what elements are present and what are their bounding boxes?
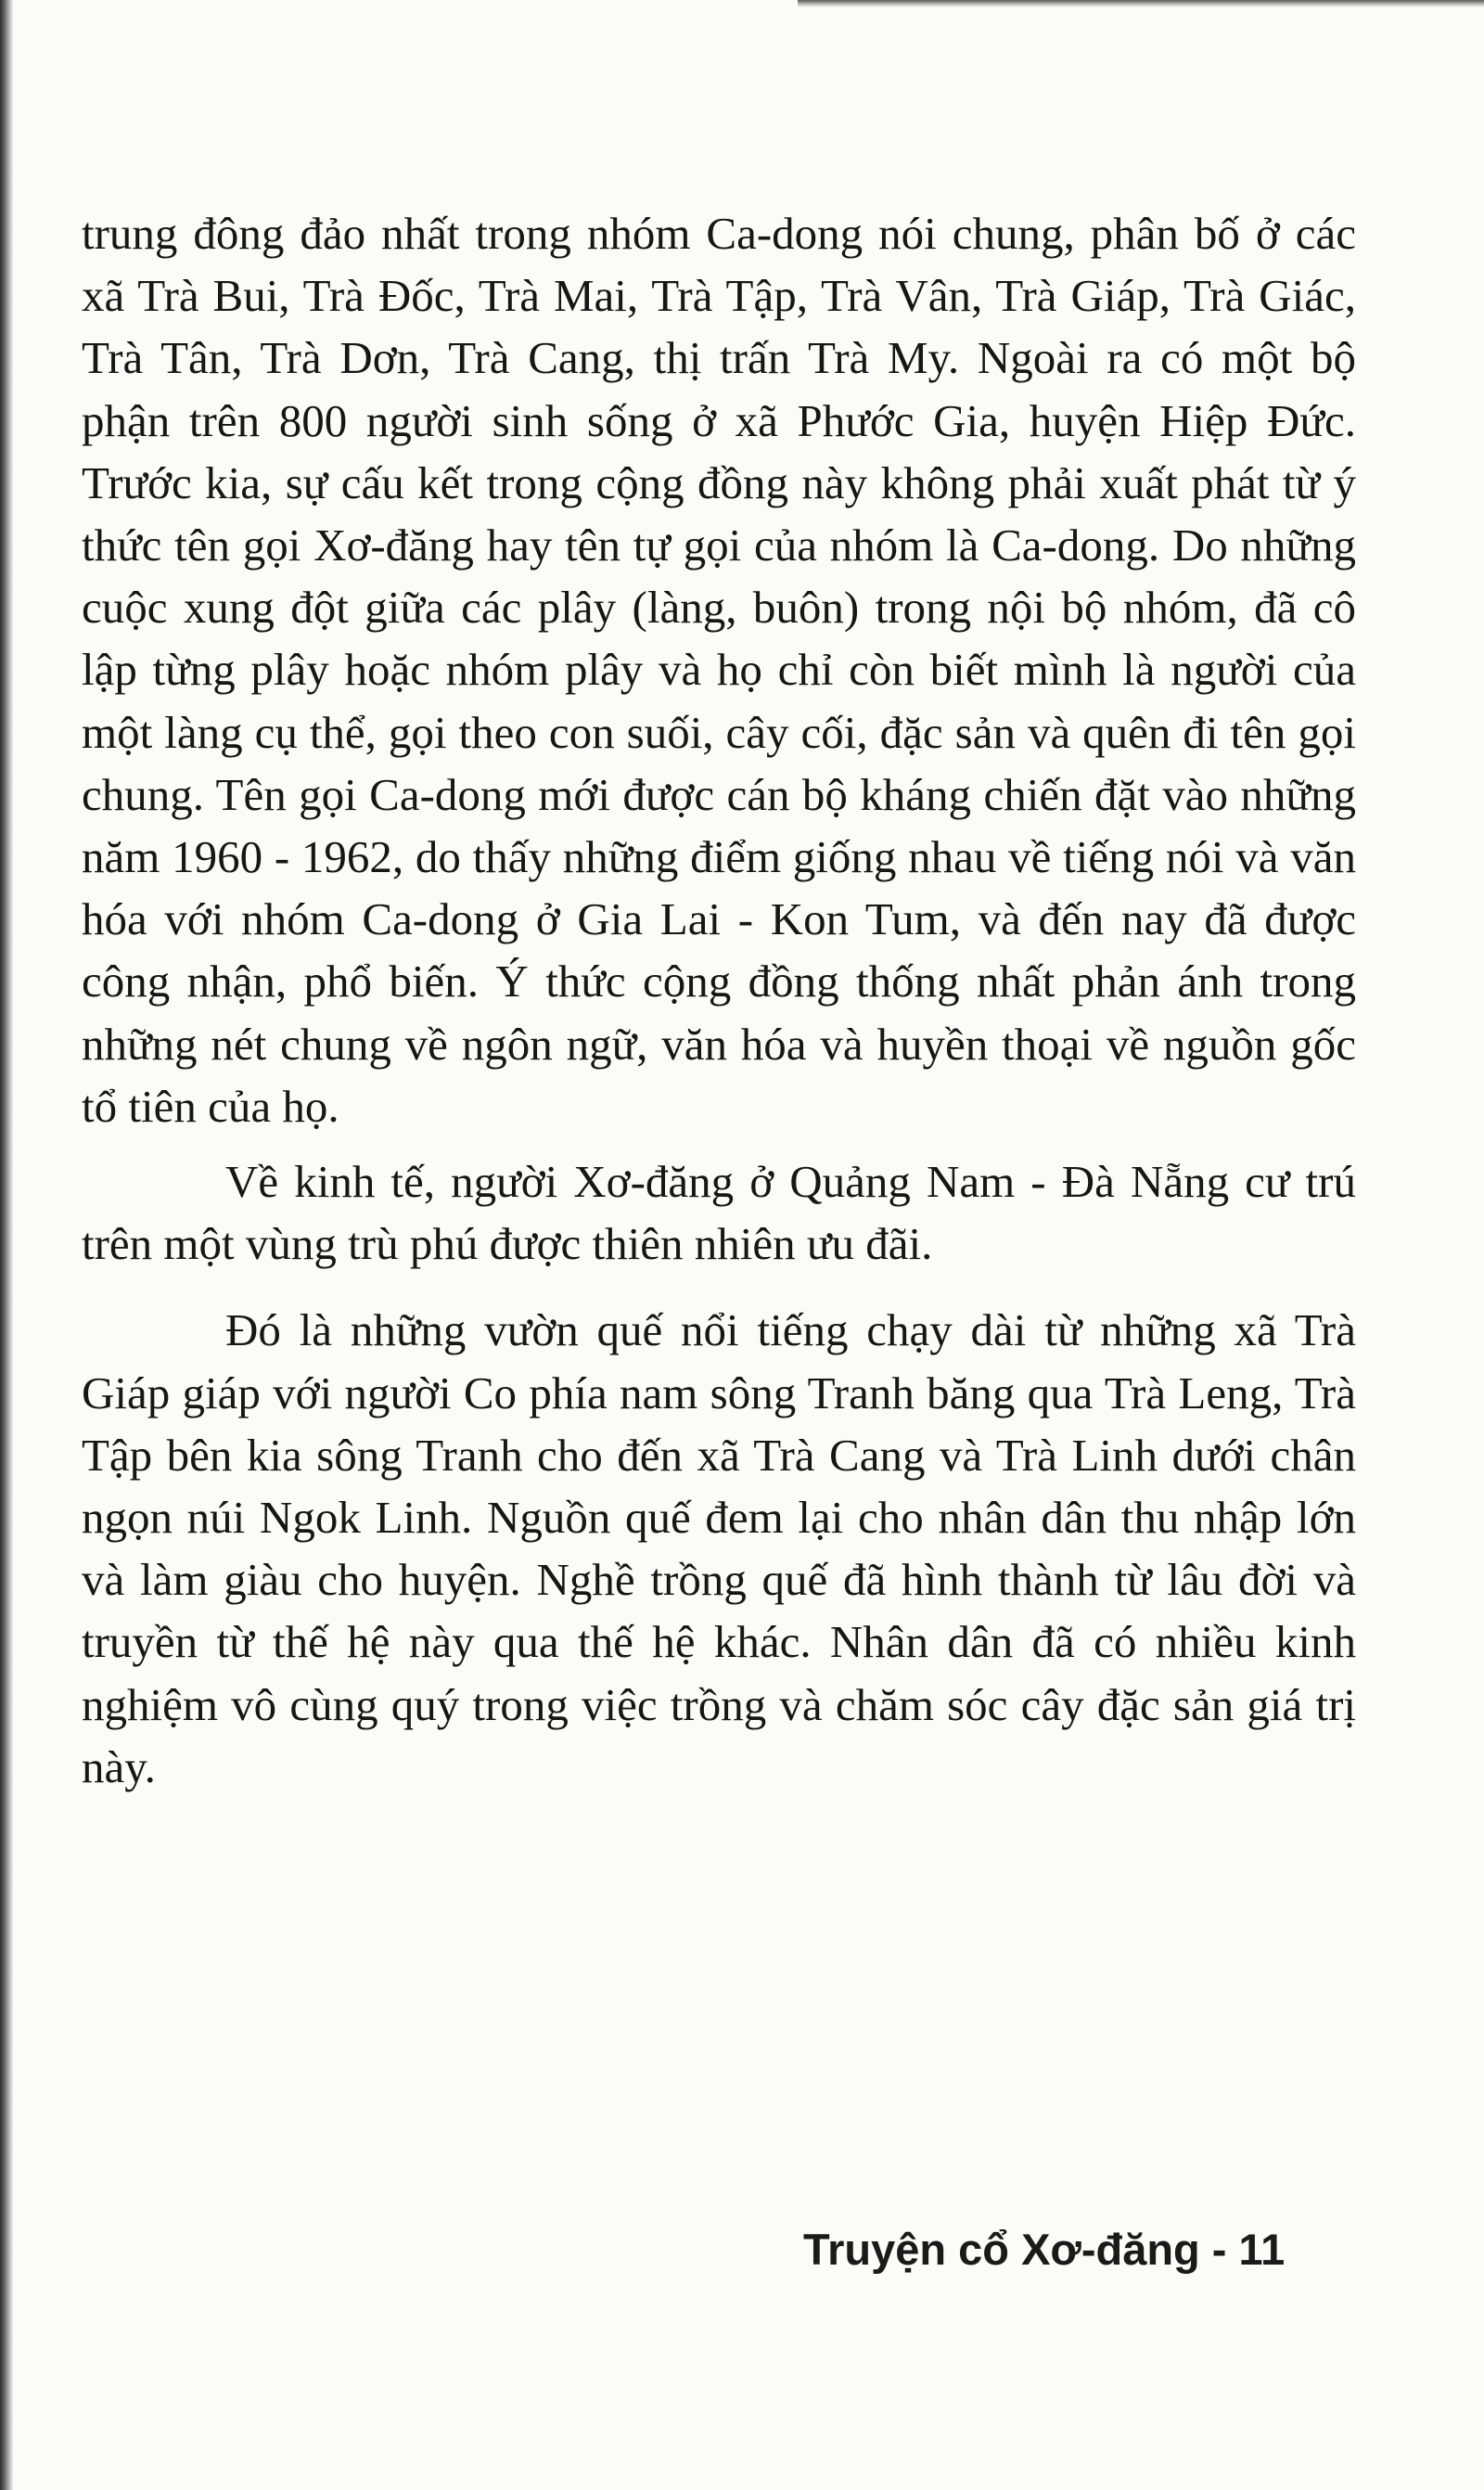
paragraph-3: Đó là những vườn quế nổi tiếng chạy dài từ những xã Trà Giáp giáp với người Co phía nam sông Tranh băng qua Trà Leng, Trà Tập bên kia sông Tranh cho đến xã Trà Cang và Trà Linh dưới chân ngọn núi Ngok Linh. Nguồn quế đem lại cho nhân dân thu nhập lớn và làm giàu cho huyện. Nghề trồng quế đã hình thành từ lâu đời và truyền từ thế hệ này qua thế hệ khác. Nhân dân đã có nhiều kinh nghiệm vô cùng quý trong việc trồng và chăm sóc cây đặc sản giá trị này. [82, 1304, 1356, 1792]
paragraph-1: trung đông đảo nhất trong nhóm Ca-dong nói chung, phân bố ở các xã Trà Bui, Trà Đốc, Trà Mai, Trà Tập, Trà Vân, Trà Giáp, Trà Giác, Trà Tân, Trà Dơn, Trà Cang, thị trấn Trà My. Ngoài ra có một bộ phận trên 800 người sinh sống ở xã Phước Gia, huyện Hiệp Đức. Trước kia, sự cấu kết trong cộng đồng này không phải xuất phát từ ý thức tên gọi Xơ-đăng hay tên tự gọi của nhóm là Ca-dong. Do những cuộc xung đột giữa các plây (làng, buôn) trong nội bộ nhóm, đã cô lập từng plây hoặc nhóm plây và họ chỉ còn biết mình là người của một làng cụ thể, gọi theo con suối, cây cối, đặc sản và quên đi tên gọi chung. Tên gọi Ca-dong mới được cán bộ kháng chiến đặt vào những năm 1960 - 1962, do thấy những điểm giống nhau về tiếng nói và văn hóa với nhóm Ca-dong ở Gia Lai - Kon Tum, và đến nay đã được công nhận, phổ biến. Ý thức cộng đồng thống nhất phản ánh trong những nét chung về ngôn ngữ, văn hóa và huyền thoại về nguồn gốc tổ tiên của họ. [82, 208, 1356, 1132]
page-top-edge [798, 0, 1484, 7]
paragraph-2: Về kinh tế, người Xơ-đăng ở Quảng Nam - Đà Nẵng cư trú trên một vùng trù phú được thiên nhiên ưu đãi. [82, 1156, 1356, 1270]
page-binding-edge [0, 0, 13, 2490]
running-footer: Truyện cổ Xơ-đăng - 11 [803, 2225, 1286, 2274]
body-text [82, 202, 1356, 1798]
